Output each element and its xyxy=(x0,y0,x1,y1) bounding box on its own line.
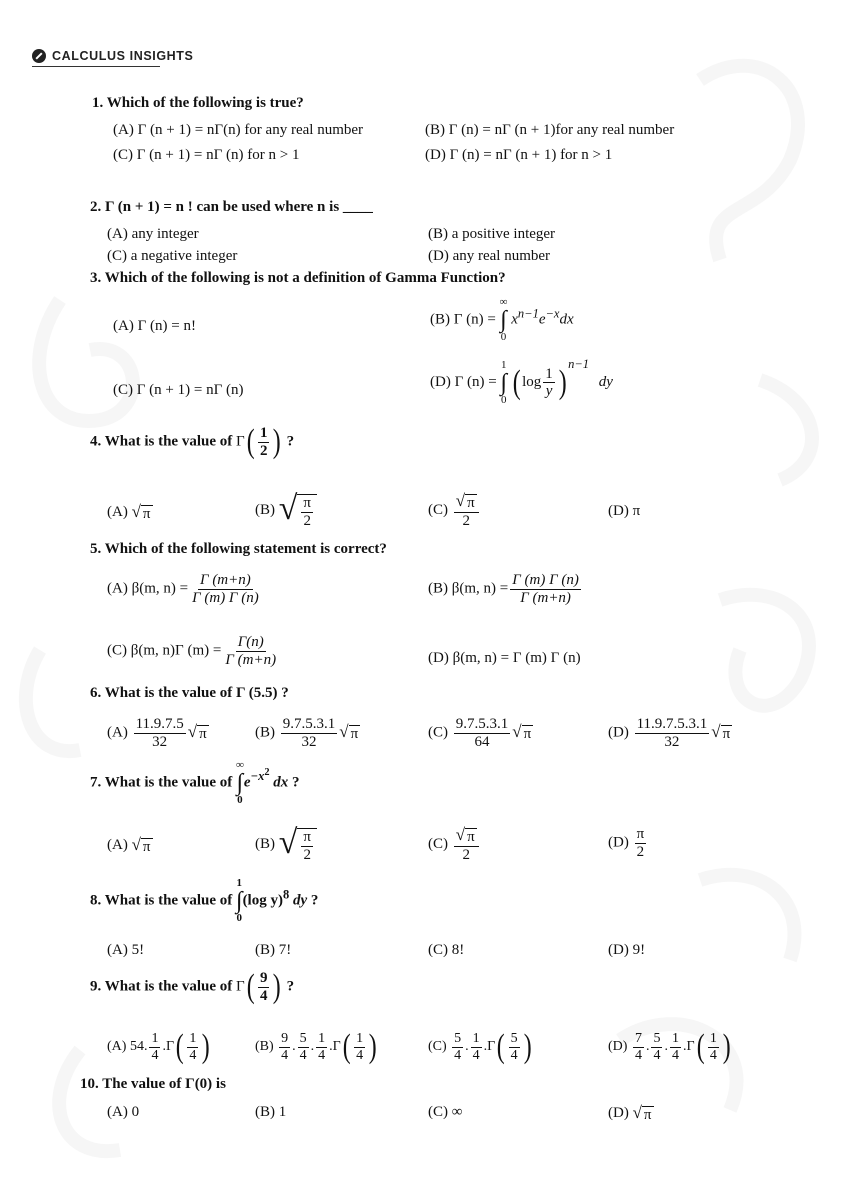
q8-option-d[interactable]: (D) 9! xyxy=(608,942,646,958)
q1-option-c[interactable]: (C) Γ (n + 1) = nΓ (n) for n > 1 xyxy=(113,147,300,163)
q4-option-d[interactable]: (D) π xyxy=(608,503,641,519)
q10-option-d[interactable]: (D) √ π xyxy=(608,1103,652,1123)
q8-option-c[interactable]: (C) 8! xyxy=(428,942,465,958)
q2-option-a[interactable]: (A) any integer xyxy=(107,226,199,242)
brand-name: CALCULUS INSIGHTS xyxy=(52,49,194,63)
integral-icon: 1 ∫ 0 xyxy=(235,877,243,924)
brand-underline xyxy=(32,66,160,67)
q2-option-b[interactable]: (B) a positive integer xyxy=(428,226,556,242)
q3-option-a[interactable]: (A) Γ (n) = n! xyxy=(113,318,196,334)
question-7: 7. What is the value of ∞ ∫ 0 $e^{-x^2}$ dx ? xyxy=(90,759,300,806)
q2-option-d[interactable]: (D) any real number xyxy=(428,248,551,264)
q5-option-b[interactable]: (B) β(m, n) = $\frac{\Gamma (m) \Gamma (n)}{\Gamma (m+n)}$ xyxy=(428,572,579,606)
q6-option-b[interactable]: (B) $\frac{9.7.5.3.1}{32}$ √ π xyxy=(255,716,359,750)
question-2: 2. Γ (n + 1) = n ! can be used where n is ____ xyxy=(90,199,373,215)
brand-header xyxy=(32,49,193,63)
integral-icon: ∞ ∫ 0 xyxy=(235,759,244,806)
q3-option-d[interactable]: (D) Γ (n) = 1 ∫ 0 ( log $\frac{1}{y}$ ) $^{n-1}$ dy xyxy=(430,357,613,406)
q4-option-c[interactable]: (C) √ π 2 xyxy=(428,492,481,529)
integral-icon: 1 ∫ 0 xyxy=(500,358,508,406)
q7-option-a[interactable]: (A) √ π xyxy=(107,835,151,855)
q4-option-b[interactable]: (B) √ $\frac{\pi}{2}$ xyxy=(255,492,317,529)
q10-option-c[interactable]: (C) ∞ xyxy=(428,1104,463,1120)
integral-icon: ∞ ∫ 0 xyxy=(499,296,508,343)
q5-option-c[interactable]: (C) β(m, n)Γ (m) = $\frac{\Gamma(n)}{\Gamma (m+n)}$ xyxy=(107,634,277,668)
question-3: 3. Which of the following is not a definition of Gamma Function? xyxy=(90,270,506,286)
q6-option-d[interactable]: (D) $\frac{11.9.7.5.3.1}{32}$ √ π xyxy=(608,716,731,750)
q1-option-d[interactable]: (D) Γ (n) = nΓ (n + 1) for n > 1 xyxy=(425,147,613,163)
q5-option-d[interactable]: (D) β(m, n) = Γ (m) Γ (n) xyxy=(428,650,581,666)
q7-option-b[interactable]: (B) √ $\frac{\pi}{2}$ xyxy=(255,826,317,863)
q1-option-a[interactable]: (A) Γ (n + 1) = nΓ(n) for any real number xyxy=(113,122,364,138)
q3d-label: (D) Γ (n) = xyxy=(430,374,497,390)
q9-option-d[interactable]: (D) $\frac{7}{4}$ . $\frac{5}{4}$ . $\frac{1}{4}$ .Γ ( $\frac{1}{4}$ ) xyxy=(608,1028,731,1065)
q1-option-b[interactable]: (B) Γ (n) = nΓ (n + 1)for any real number xyxy=(425,122,675,138)
q6-option-c[interactable]: (C) $\frac{9.7.5.3.1}{64}$ √ π xyxy=(428,716,532,750)
q4-option-a[interactable]: (A) √ π xyxy=(107,502,151,522)
question-6: 6. What is the value of Γ (5.5) ? xyxy=(90,685,289,701)
q9-option-a[interactable]: (A) 54. $\frac{1}{4}$ .Γ ( $\frac{1}{4}$ ) xyxy=(107,1028,210,1065)
q5-option-a[interactable]: (A) β(m, n) = $\frac{\Gamma (m+n)}{\Gamma (m) \Gamma (n)}$ xyxy=(107,572,259,606)
q7-option-d[interactable]: (D) $\frac{\pi}{2}$ xyxy=(608,826,645,860)
q9-option-b[interactable]: (B) $\frac{9}{4}$ . $\frac{5}{4}$ . $\frac{1}{4}$ .Γ ( $\frac{1}{4}$ ) xyxy=(255,1028,377,1065)
question-4: 4. What is the value of Γ ( $\frac{1}{2}$ ) ? xyxy=(90,423,295,460)
q3-option-c[interactable]: (C) Γ (n + 1) = nΓ (n) xyxy=(113,382,244,398)
brand-logo-icon xyxy=(32,49,46,63)
q10-option-a[interactable]: (A) 0 xyxy=(107,1104,140,1120)
q7-option-c[interactable]: (C) √ π 2 xyxy=(428,826,481,863)
q8-option-a[interactable]: (A) 5! xyxy=(107,942,145,958)
q3b-integrand: x xyxy=(511,311,518,328)
q10-option-b[interactable]: (B) 1 xyxy=(255,1104,287,1120)
question-5: 5. Which of the following statement is correct? xyxy=(90,541,387,557)
q3-option-b[interactable]: (B) Γ (n) = ∞ ∫ 0 $x^{n-1}e^{-x}dx$ xyxy=(430,296,574,343)
question-9: 9. What is the value of Γ ( $\frac{9}{4}$ ) ? xyxy=(90,968,295,1005)
question-8: 8. What is the value of 1 ∫ 0 (log y)$^8$ dy ? xyxy=(90,877,319,924)
q9-option-c[interactable]: (C) $\frac{5}{4}$ . $\frac{1}{4}$ .Γ ( $\frac{5}{4}$ ) xyxy=(428,1028,532,1065)
q3b-label: (B) Γ (n) = xyxy=(430,311,496,328)
question-1: 1. Which of the following is true? xyxy=(92,95,304,111)
q2-option-c[interactable]: (C) a negative integer xyxy=(107,248,238,264)
q8-option-b[interactable]: (B) 7! xyxy=(255,942,292,958)
q6-option-a[interactable]: (A) $\frac{11.9.7.5}{32}$ √ π xyxy=(107,716,207,750)
question-10: 10. The value of Γ(0) is xyxy=(80,1076,226,1092)
